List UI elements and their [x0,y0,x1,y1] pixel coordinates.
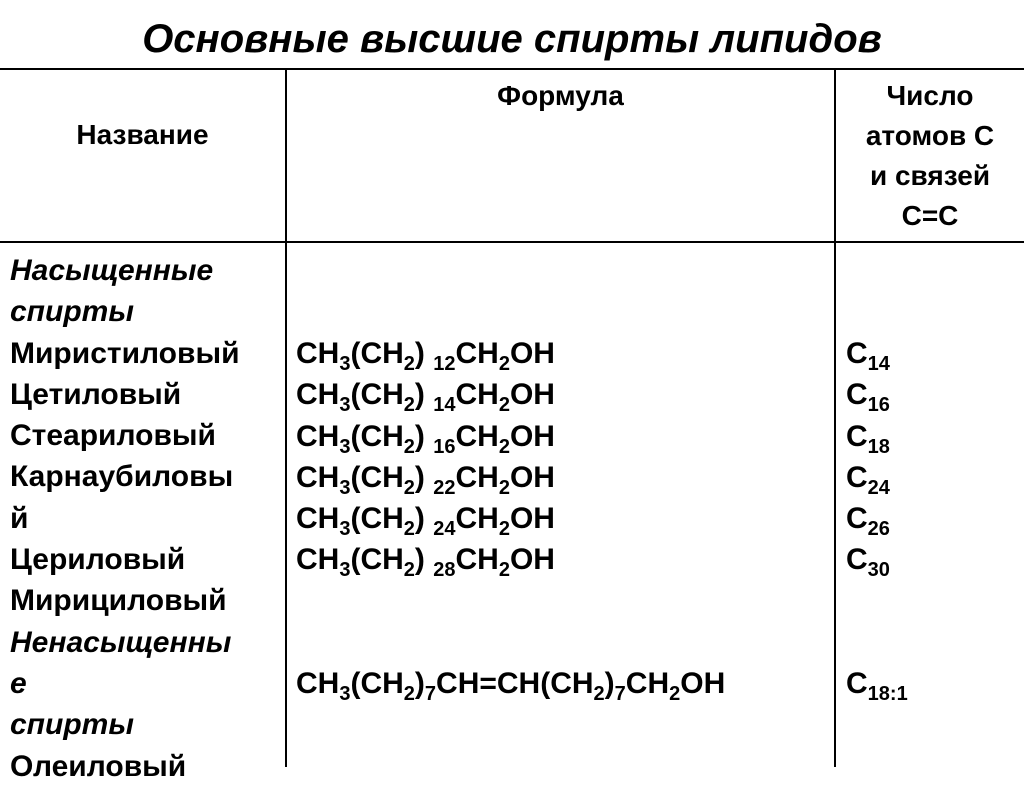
formula-text: ) [414,667,425,701]
subscript: 3 [339,559,351,582]
formula-text: OH [509,460,555,494]
subscript: 3 [339,435,351,458]
formula-text: (CH [350,502,404,536]
alcohol-name: Мирициловый [10,584,227,618]
header-bottom-border [0,241,1024,243]
formula-text: C [846,460,868,494]
formula-text: C [846,667,868,701]
subscript: 16 [867,394,890,417]
formula-text: CH [455,419,499,453]
formula-text: ) [604,667,615,701]
subscript: 3 [339,353,351,375]
subscript: 30 [867,559,890,582]
carbon-count-line [846,457,908,498]
formula-text: OH [509,378,555,412]
subscript: 2 [498,518,510,541]
carbon-count-line [846,333,908,374]
formula-text: CH [296,502,340,536]
formula-line [296,663,725,704]
formula-text: C [846,337,868,370]
subscript: 2 [403,353,415,375]
alcohol-name: Стеариловый [10,419,216,453]
alcohol-name: Цериловый [10,543,186,577]
header-count-line: атомов С [865,120,995,151]
carbon-count-line [846,374,908,415]
formula-line [296,705,725,746]
alcohol-name: Карнаубиловы [10,460,234,494]
formula-text: OH [680,667,726,701]
alcohol-name: Миристиловый [10,336,240,370]
subscript: 7 [614,683,626,706]
formula-text: CH [625,667,670,701]
header-count-line: С=С [901,200,959,231]
subscript: 2 [403,518,415,541]
formula-text: CH [455,378,499,412]
subscript: 24 [867,476,890,499]
formula-text: CH [296,419,340,453]
formula-text: C [846,502,868,536]
formula-text: OH [509,502,555,536]
section-heading: спирты [10,708,134,742]
formula-text: (CH [350,378,404,412]
subscript: 2 [498,435,510,458]
subscript: 2 [498,394,510,417]
subscript: 28 [433,559,456,582]
subscript: 12 [433,353,456,375]
carbon-count-line [846,663,908,704]
formula-text: ) [414,337,434,370]
formula-text: CH [455,337,499,370]
carbon-count-line [846,581,908,622]
section-heading: Ненасыщенны [10,625,232,659]
subscript: 24 [433,518,456,541]
formula-text: CH=CH(CH [436,667,594,701]
subscript: 2 [498,353,510,375]
subscript: 3 [339,518,351,541]
formula-column [296,333,725,787]
subscript: 2 [669,683,681,706]
formula-text: (CH [350,419,404,453]
formula-text: C [846,378,868,412]
alcohol-name: Цетиловый [10,377,182,411]
subscript: 14 [433,394,456,417]
section-heading: спирты [10,295,134,329]
formula-text: (CH [350,460,404,494]
formula-line [296,746,725,787]
formula-text: OH [509,543,555,577]
subscript: 18 [867,435,890,458]
carbon-count-line [846,416,908,457]
formula-text: OH [509,419,555,453]
formula-line [296,581,725,622]
column-divider-1 [285,68,287,767]
carbon-count-line [846,622,908,663]
header-formula: Формула [497,80,624,111]
formula-text: ) [414,543,434,577]
formula-text: C [846,419,868,453]
table-top-border [0,68,1024,70]
subscript: 2 [593,683,605,706]
subscript: 3 [339,394,351,417]
formula-text: CH [296,543,340,577]
name-column [10,250,240,787]
carbon-count-line [846,746,908,787]
subscript: 18:1 [867,683,908,706]
section-heading: е [10,666,27,700]
formula-text: CH [296,337,340,370]
formula-text: CH [455,460,499,494]
subscript: 3 [339,476,351,499]
formula-text: ) [414,502,434,536]
formula-line [296,457,725,498]
formula-text: C [846,543,868,577]
header-count [836,76,1024,236]
carbon-count-line [846,498,908,539]
formula-text: CH [455,502,499,536]
subscript: 2 [403,476,415,499]
subscript: 2 [403,435,415,458]
formula-text: CH [296,667,340,701]
subscript: 14 [867,353,890,375]
subscript: 2 [403,559,415,582]
header-count-line: и связей [869,160,991,191]
formula-text: ) [414,419,434,453]
formula-text: CH [455,543,499,577]
subscript: 2 [498,476,510,499]
subscript: 7 [424,683,437,706]
formula-text: CH [296,378,340,412]
subscript: 3 [339,683,351,706]
formula-line [296,374,725,415]
formula-text: (CH [350,543,404,577]
formula-text: OH [509,337,555,370]
page-title: Основные высшие спирты липидов [142,17,882,61]
formula-line [296,622,725,663]
header-name: Название [76,119,209,150]
subscript: 2 [403,683,415,706]
subscript: 26 [867,518,890,541]
carbon-count-line [846,705,908,746]
alcohol-name: Олеиловый [10,749,187,783]
section-heading: Насыщенные [10,254,214,287]
formula-line [296,498,725,539]
count-column [846,333,908,787]
formula-text: CH [296,460,340,494]
formula-text: ) [414,460,434,494]
alcohol-name: й [10,501,29,535]
formula-text: (CH [350,337,404,370]
carbon-count-line [846,539,908,580]
subscript: 2 [498,559,510,582]
formula-line [296,539,725,580]
formula-text: (CH [350,667,404,701]
subscript: 22 [433,476,456,499]
formula-line [296,416,725,457]
header-count-line: Число [886,80,974,111]
subscript: 2 [403,394,415,417]
subscript: 16 [433,435,456,458]
formula-line [296,333,725,374]
formula-text: ) [414,378,434,412]
